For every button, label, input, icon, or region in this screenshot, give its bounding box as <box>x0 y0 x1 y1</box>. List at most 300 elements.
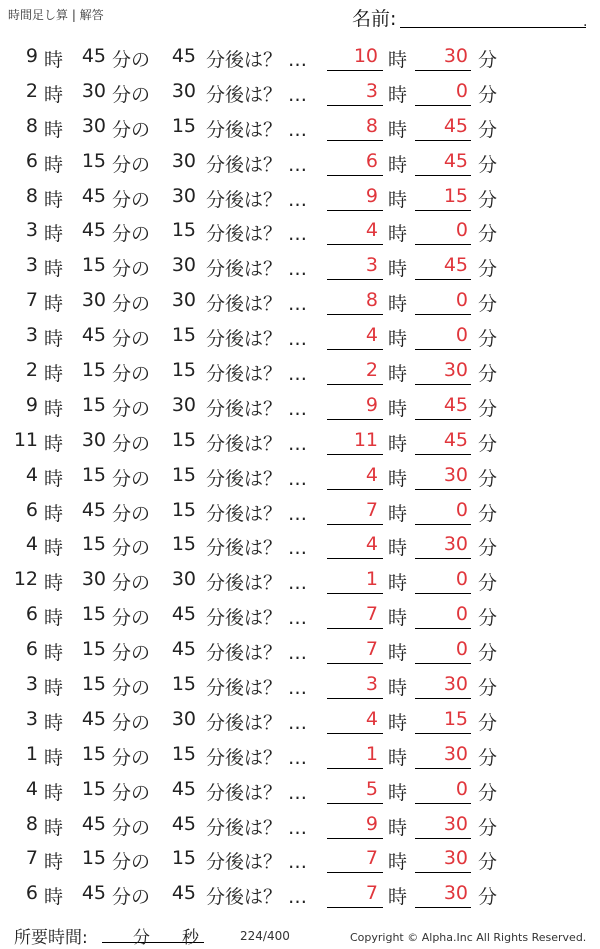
added-minutes: 45 <box>171 812 196 835</box>
answer-hour-blank[interactable] <box>327 105 383 106</box>
answer-minute-blank[interactable] <box>415 279 471 280</box>
problem-row <box>0 319 600 354</box>
start-minute: 15 <box>81 533 106 556</box>
start-minute: 15 <box>81 463 106 486</box>
added-minutes: 30 <box>171 707 196 730</box>
answer-hour-label: 時 <box>388 153 408 176</box>
answer-hour-blank[interactable] <box>327 803 383 804</box>
answer-hour: 2 <box>365 359 378 382</box>
start-hour: 6 <box>25 498 38 521</box>
minute-of-label: 分の <box>112 886 151 909</box>
answer-hour-label: 時 <box>388 258 408 281</box>
answer-hour-blank[interactable] <box>327 489 383 490</box>
answer-minute-blank[interactable] <box>415 419 471 420</box>
start-hour: 6 <box>25 603 38 626</box>
answer-hour: 3 <box>365 673 378 696</box>
start-hour: 3 <box>25 219 38 242</box>
minute-of-label: 分の <box>112 363 151 386</box>
answer-minute-label: 分 <box>478 328 498 351</box>
hour-label: 時 <box>44 677 64 700</box>
hour-label: 時 <box>44 397 64 420</box>
added-minutes: 15 <box>171 428 196 451</box>
answer-minute-blank[interactable] <box>415 733 471 734</box>
answer-hour-blank[interactable] <box>327 768 383 769</box>
answer-minute-label: 分 <box>478 223 498 246</box>
answer-minute: 0 <box>455 79 468 102</box>
answer-hour-blank[interactable] <box>327 279 383 280</box>
after-label: 分後は？ … <box>206 223 308 246</box>
hour-label: 時 <box>44 746 64 769</box>
start-minute: 45 <box>81 498 106 521</box>
answer-hour: 4 <box>365 463 378 486</box>
answer-minute-label: 分 <box>478 188 498 211</box>
answer-minute-blank[interactable] <box>415 489 471 490</box>
answer-hour-label: 時 <box>388 293 408 316</box>
answer-hour: 1 <box>365 568 378 591</box>
start-minute: 45 <box>81 324 106 347</box>
hour-label: 時 <box>44 432 64 455</box>
start-hour: 9 <box>25 45 38 67</box>
answer-hour-blank[interactable] <box>327 628 383 629</box>
answer-minute-blank[interactable] <box>415 803 471 804</box>
problem-row <box>0 214 600 249</box>
added-minutes: 45 <box>171 777 196 800</box>
answer-hour-label: 時 <box>388 607 408 630</box>
hour-label: 時 <box>44 816 64 839</box>
answer-minute-blank[interactable] <box>415 349 471 350</box>
minute-of-label: 分の <box>112 642 151 665</box>
answer-hour-label: 時 <box>388 677 408 700</box>
answer-minute-blank[interactable] <box>415 698 471 699</box>
hour-label: 時 <box>44 572 64 595</box>
added-minutes: 30 <box>171 568 196 591</box>
hour-label: 時 <box>44 467 64 490</box>
after-label: 分後は？ … <box>206 851 308 874</box>
answer-minute-blank[interactable] <box>415 140 471 141</box>
hour-label: 時 <box>44 781 64 804</box>
answer-minute-blank[interactable] <box>415 838 471 839</box>
after-label: 分後は？ … <box>206 153 308 176</box>
answer-hour: 6 <box>365 149 378 172</box>
answer-hour-label: 時 <box>388 816 408 839</box>
answer-minute-label: 分 <box>478 83 498 106</box>
start-minute: 15 <box>81 359 106 382</box>
added-minutes: 45 <box>171 45 196 67</box>
answer-hour: 7 <box>365 498 378 521</box>
start-minute: 45 <box>81 219 106 242</box>
answer-minute-blank[interactable] <box>415 70 471 71</box>
after-label: 分後は？ … <box>206 886 308 909</box>
start-hour: 8 <box>25 812 38 835</box>
minute-of-label: 分の <box>112 851 151 874</box>
answer-hour: 4 <box>365 219 378 242</box>
answer-hour: 7 <box>365 603 378 626</box>
after-label: 分後は？ … <box>206 432 308 455</box>
problem-row <box>0 598 600 633</box>
hour-label: 時 <box>44 711 64 734</box>
answer-minute: 30 <box>443 45 468 67</box>
answer-hour-label: 時 <box>388 886 408 909</box>
answer-minute: 30 <box>443 847 468 870</box>
answer-minute: 45 <box>443 114 468 137</box>
answer-hour-label: 時 <box>388 502 408 525</box>
worksheet-title: 時間足し算 | 解答 <box>8 8 104 22</box>
answer-minute: 0 <box>455 777 468 800</box>
answer-minute: 15 <box>443 184 468 207</box>
answer-minute: 30 <box>443 742 468 765</box>
answer-hour: 4 <box>365 533 378 556</box>
start-minute: 30 <box>81 79 106 102</box>
after-label: 分後は？ … <box>206 746 308 769</box>
problem-row <box>0 877 600 912</box>
answer-hour: 10 <box>353 45 378 67</box>
answer-minute: 30 <box>443 812 468 835</box>
start-hour: 3 <box>25 673 38 696</box>
hour-label: 時 <box>44 83 64 106</box>
answer-hour-blank[interactable] <box>327 663 383 664</box>
problem-row <box>0 528 600 563</box>
answer-hour-label: 時 <box>388 781 408 804</box>
start-hour: 6 <box>25 882 38 905</box>
answer-hour: 4 <box>365 324 378 347</box>
answer-hour: 7 <box>365 847 378 870</box>
hour-label: 時 <box>44 258 64 281</box>
answer-hour: 8 <box>365 114 378 137</box>
hour-label: 時 <box>44 153 64 176</box>
answer-minute-label: 分 <box>478 49 498 71</box>
answer-minute-label: 分 <box>478 642 498 665</box>
minute-of-label: 分の <box>112 711 151 734</box>
answer-hour-blank[interactable] <box>327 524 383 525</box>
added-minutes: 15 <box>171 847 196 870</box>
name-end-mark: . <box>583 14 588 30</box>
minute-of-label: 分の <box>112 781 151 804</box>
answer-hour-label: 時 <box>388 188 408 211</box>
answer-minute: 30 <box>443 533 468 556</box>
answer-minute: 0 <box>455 219 468 242</box>
minute-of-label: 分の <box>112 258 151 281</box>
answer-hour-blank[interactable] <box>327 419 383 420</box>
answer-minute: 30 <box>443 463 468 486</box>
after-label: 分後は？ … <box>206 537 308 560</box>
hour-label: 時 <box>44 118 64 141</box>
start-minute: 45 <box>81 812 106 835</box>
start-minute: 45 <box>81 184 106 207</box>
answer-hour-label: 時 <box>388 118 408 141</box>
start-minute: 15 <box>81 742 106 765</box>
answer-hour-label: 時 <box>388 83 408 106</box>
problem-row <box>0 633 600 668</box>
hour-label: 時 <box>44 851 64 874</box>
answer-minute-label: 分 <box>478 677 498 700</box>
start-hour: 7 <box>25 289 38 312</box>
minute-of-label: 分の <box>112 153 151 176</box>
answer-hour-blank[interactable] <box>327 872 383 873</box>
start-minute: 30 <box>81 289 106 312</box>
start-hour: 4 <box>25 463 38 486</box>
start-hour: 3 <box>25 324 38 347</box>
answer-minute-label: 分 <box>478 397 498 420</box>
minute-of-label: 分の <box>112 49 151 71</box>
after-label: 分後は？ … <box>206 397 308 420</box>
start-hour: 9 <box>25 393 38 416</box>
answer-hour-label: 時 <box>388 851 408 874</box>
answer-hour: 3 <box>365 79 378 102</box>
answer-minute-label: 分 <box>478 607 498 630</box>
start-minute: 15 <box>81 254 106 277</box>
problem-row <box>0 40 600 75</box>
time-second-label: 秒 <box>182 928 199 948</box>
after-label: 分後は？ … <box>206 607 308 630</box>
problem-row <box>0 808 600 843</box>
answer-hour: 7 <box>365 638 378 661</box>
problem-row <box>0 738 600 773</box>
answer-minute-label: 分 <box>478 886 498 909</box>
answer-hour-blank[interactable] <box>327 593 383 594</box>
answer-hour-blank[interactable] <box>327 140 383 141</box>
answer-minute: 45 <box>443 428 468 451</box>
answer-hour-blank[interactable] <box>327 210 383 211</box>
answer-hour-blank[interactable] <box>327 558 383 559</box>
answer-hour-blank[interactable] <box>327 244 383 245</box>
answer-minute-label: 分 <box>478 816 498 839</box>
answer-minute-label: 分 <box>478 293 498 316</box>
answer-minute-blank[interactable] <box>415 768 471 769</box>
added-minutes: 15 <box>171 324 196 347</box>
answer-minute: 45 <box>443 149 468 172</box>
minute-of-label: 分の <box>112 572 151 595</box>
answer-minute-blank[interactable] <box>415 524 471 525</box>
start-hour: 7 <box>25 847 38 870</box>
minute-of-label: 分の <box>112 397 151 420</box>
answer-minute-label: 分 <box>478 363 498 386</box>
answer-minute-label: 分 <box>478 781 498 804</box>
added-minutes: 30 <box>171 149 196 172</box>
added-minutes: 30 <box>171 184 196 207</box>
answer-minute-blank[interactable] <box>415 210 471 211</box>
answer-hour-label: 時 <box>388 328 408 351</box>
minute-of-label: 分の <box>112 537 151 560</box>
answer-minute: 0 <box>455 289 468 312</box>
answer-hour: 11 <box>353 428 378 451</box>
answer-minute-label: 分 <box>478 537 498 560</box>
hour-label: 時 <box>44 502 64 525</box>
hour-label: 時 <box>44 293 64 316</box>
added-minutes: 15 <box>171 114 196 137</box>
minute-of-label: 分の <box>112 432 151 455</box>
answer-hour-blank[interactable] <box>327 838 383 839</box>
start-hour: 11 <box>13 428 38 451</box>
minute-of-label: 分の <box>112 607 151 630</box>
after-label: 分後は？ … <box>206 83 308 106</box>
after-label: 分後は？ … <box>206 363 308 386</box>
after-label: 分後は？ … <box>206 328 308 351</box>
added-minutes: 30 <box>171 393 196 416</box>
answer-hour: 4 <box>365 707 378 730</box>
answer-hour: 9 <box>365 812 378 835</box>
answer-hour-label: 時 <box>388 432 408 455</box>
answer-minute-blank[interactable] <box>415 244 471 245</box>
start-hour: 1 <box>25 742 38 765</box>
answer-hour-blank[interactable] <box>327 349 383 350</box>
added-minutes: 45 <box>171 603 196 626</box>
minute-of-label: 分の <box>112 223 151 246</box>
answer-hour-label: 時 <box>388 746 408 769</box>
answer-hour-blank[interactable] <box>327 698 383 699</box>
minute-of-label: 分の <box>112 746 151 769</box>
answer-hour-blank[interactable] <box>327 175 383 176</box>
answer-minute: 30 <box>443 359 468 382</box>
start-minute: 15 <box>81 393 106 416</box>
minute-of-label: 分の <box>112 188 151 211</box>
name-label: 名前: <box>352 8 397 30</box>
answer-minute: 0 <box>455 498 468 521</box>
answer-minute-blank[interactable] <box>415 872 471 873</box>
hour-label: 時 <box>44 223 64 246</box>
added-minutes: 15 <box>171 498 196 521</box>
minute-of-label: 分の <box>112 118 151 141</box>
answer-hour: 9 <box>365 184 378 207</box>
problem-row <box>0 703 600 738</box>
answer-hour-blank[interactable] <box>327 384 383 385</box>
problem-row <box>0 110 600 145</box>
problem-row <box>0 180 600 215</box>
answer-hour-blank[interactable] <box>327 314 383 315</box>
problem-row <box>0 459 600 494</box>
answer-minute-blank[interactable] <box>415 593 471 594</box>
problem-row <box>0 424 600 459</box>
time-taken-label: 所要時間: <box>14 928 88 948</box>
answer-hour-label: 時 <box>388 49 408 71</box>
answer-hour-label: 時 <box>388 397 408 420</box>
answer-minute-label: 分 <box>478 153 498 176</box>
after-label: 分後は？ … <box>206 188 308 211</box>
problem-row <box>0 389 600 424</box>
answer-minute-blank[interactable] <box>415 175 471 176</box>
answer-hour-label: 時 <box>388 537 408 560</box>
answer-hour-label: 時 <box>388 711 408 734</box>
after-label: 分後は？ … <box>206 816 308 839</box>
after-label: 分後は？ … <box>206 781 308 804</box>
answer-minute-blank[interactable] <box>415 454 471 455</box>
answer-hour: 3 <box>365 254 378 277</box>
answer-minute-label: 分 <box>478 258 498 281</box>
hour-label: 時 <box>44 363 64 386</box>
minute-of-label: 分の <box>112 83 151 106</box>
answer-hour-label: 時 <box>388 467 408 490</box>
start-minute: 15 <box>81 603 106 626</box>
after-label: 分後は？ … <box>206 293 308 316</box>
answer-hour-blank[interactable] <box>327 70 383 71</box>
answer-hour: 1 <box>365 742 378 765</box>
copyright-text: Copyright © Alpha.Inc All Rights Reserved. <box>350 931 587 944</box>
answer-minute-label: 分 <box>478 851 498 874</box>
minute-of-label: 分の <box>112 677 151 700</box>
answer-minute-blank[interactable] <box>415 314 471 315</box>
start-minute: 30 <box>81 114 106 137</box>
answer-minute-blank[interactable] <box>415 384 471 385</box>
hour-label: 時 <box>44 642 64 665</box>
start-hour: 12 <box>13 568 38 591</box>
answer-minute: 30 <box>443 673 468 696</box>
after-label: 分後は？ … <box>206 467 308 490</box>
after-label: 分後は？ … <box>206 118 308 141</box>
answer-hour-blank[interactable] <box>327 454 383 455</box>
name-underline[interactable] <box>400 27 586 28</box>
answer-minute-blank[interactable] <box>415 907 471 908</box>
start-hour: 2 <box>25 359 38 382</box>
added-minutes: 45 <box>171 638 196 661</box>
problem-row <box>0 75 600 110</box>
problem-row <box>0 494 600 529</box>
start-minute: 30 <box>81 428 106 451</box>
minute-of-label: 分の <box>112 328 151 351</box>
answer-minute-label: 分 <box>478 746 498 769</box>
added-minutes: 15 <box>171 673 196 696</box>
after-label: 分後は？ … <box>206 677 308 700</box>
start-minute: 15 <box>81 847 106 870</box>
answer-minute: 30 <box>443 882 468 905</box>
start-minute: 45 <box>81 45 106 67</box>
answer-hour-label: 時 <box>388 363 408 386</box>
start-hour: 6 <box>25 638 38 661</box>
answer-minute: 45 <box>443 393 468 416</box>
start-hour: 4 <box>25 777 38 800</box>
added-minutes: 30 <box>171 289 196 312</box>
start-minute: 30 <box>81 568 106 591</box>
answer-minute-label: 分 <box>478 502 498 525</box>
page-number: 224/400 <box>240 929 290 943</box>
answer-minute-label: 分 <box>478 118 498 141</box>
added-minutes: 30 <box>171 254 196 277</box>
start-hour: 6 <box>25 149 38 172</box>
added-minutes: 15 <box>171 742 196 765</box>
start-hour: 8 <box>25 184 38 207</box>
start-hour: 3 <box>25 707 38 730</box>
added-minutes: 15 <box>171 463 196 486</box>
answer-minute-label: 分 <box>478 572 498 595</box>
answer-minute-blank[interactable] <box>415 628 471 629</box>
start-hour: 3 <box>25 254 38 277</box>
start-minute: 15 <box>81 777 106 800</box>
answer-minute-blank[interactable] <box>415 663 471 664</box>
after-label: 分後は？ … <box>206 49 308 71</box>
answer-minute-label: 分 <box>478 711 498 734</box>
problem-row <box>0 145 600 180</box>
answer-minute: 0 <box>455 324 468 347</box>
start-minute: 45 <box>81 707 106 730</box>
answer-minute-blank[interactable] <box>415 105 471 106</box>
answer-hour-blank[interactable] <box>327 907 383 908</box>
hour-label: 時 <box>44 188 64 211</box>
minute-of-label: 分の <box>112 293 151 316</box>
answer-minute-label: 分 <box>478 432 498 455</box>
hour-label: 時 <box>44 886 64 909</box>
answer-minute: 45 <box>443 254 468 277</box>
start-minute: 15 <box>81 149 106 172</box>
minute-of-label: 分の <box>112 467 151 490</box>
added-minutes: 15 <box>171 359 196 382</box>
answer-minute-label: 分 <box>478 467 498 490</box>
start-minute: 15 <box>81 638 106 661</box>
hour-label: 時 <box>44 328 64 351</box>
answer-hour-blank[interactable] <box>327 733 383 734</box>
problem-row <box>0 668 600 703</box>
problem-row <box>0 842 600 877</box>
answer-minute: 15 <box>443 707 468 730</box>
after-label: 分後は？ … <box>206 502 308 525</box>
answer-minute-blank[interactable] <box>415 558 471 559</box>
